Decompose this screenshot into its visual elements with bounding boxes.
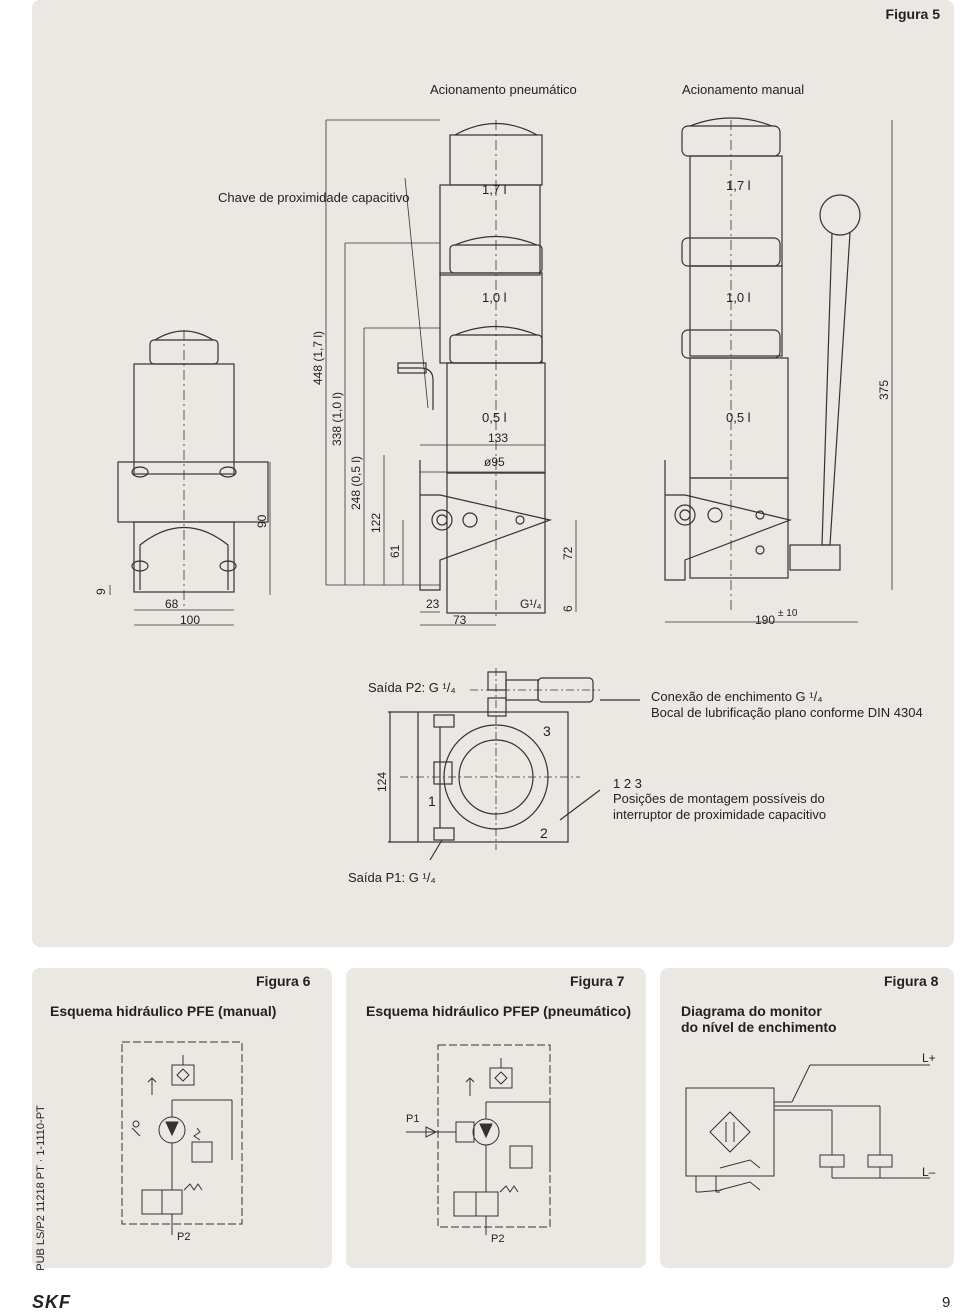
positions-text-1: Posições de montagem possíveis do	[613, 791, 825, 806]
vol-17-manual: 1,7 l	[726, 178, 751, 193]
figure7-p1: P1	[406, 1113, 420, 1125]
outlet-p2-label: Saída P2: G ¹/₄	[368, 680, 456, 695]
vol-05-manual: 0,5 l	[726, 410, 751, 425]
dim-g14: G¹/₄	[520, 597, 542, 611]
figure8-l-minus: L–	[922, 1165, 936, 1179]
vol-10-pneumatic: 1,0 l	[482, 290, 507, 305]
vol-17-pneumatic: 1,7 l	[482, 182, 507, 197]
figure8-title-1: Diagrama do monitor	[681, 1003, 822, 1019]
vol-05-pneumatic: 0,5 l	[482, 410, 507, 425]
figure6-p2: P2	[177, 1231, 191, 1243]
dim-61: 61	[388, 544, 402, 558]
fill-connection-label: Conexão de enchimento G ¹/₄	[651, 689, 823, 704]
dim-95: ø95	[484, 455, 505, 469]
dim-375: 375	[877, 379, 891, 400]
dim-68: 68	[165, 597, 179, 611]
figure8-label: Figura 8	[884, 973, 939, 989]
skf-logo	[32, 1292, 71, 1313]
dim-124: 124	[375, 771, 389, 792]
figure7-schematic	[346, 1030, 646, 1265]
vol-10-manual: 1,0 l	[726, 290, 751, 305]
proximity-switch-label: Chave de proximidade capacitivo	[218, 190, 410, 205]
dim-23: 23	[426, 597, 440, 611]
positions-text-2: interruptor de proximidade capacitivo	[613, 807, 827, 822]
figure5-label: Figura 5	[885, 6, 940, 22]
figure7-label: Figura 7	[570, 973, 625, 989]
fill-connection-spec: Bocal de lubrificação plano conforme DIN 4304	[651, 705, 923, 720]
outlet-p1-label: Saída P1: G ¹/₄	[348, 870, 436, 885]
left-unit-bracket	[118, 462, 268, 522]
figure7-p2: P2	[491, 1233, 505, 1245]
dim-133: 133	[488, 431, 509, 445]
dim-9: 9	[94, 588, 108, 595]
header-manual: Acionamento manual	[682, 82, 805, 97]
skf-logo-text: SKF	[32, 1292, 71, 1312]
figure8-title-2: do nível de enchimento	[681, 1019, 837, 1035]
dim-190-tolerance: ± 10	[778, 608, 798, 619]
publication-code: PUB LS/P2 11218 PT · 1-1110-PT	[35, 1105, 47, 1271]
figure6-label: Figura 6	[256, 973, 311, 989]
figure8-l-plus: L+	[922, 1051, 936, 1065]
figure6-title: Esquema hidráulico PFE (manual)	[50, 1003, 277, 1019]
dim-6: 6	[561, 605, 575, 612]
figure8-diagram	[660, 1030, 954, 1265]
figure6-schematic	[32, 1030, 332, 1265]
dim-338: 338 (1,0 l)	[330, 391, 344, 446]
dim-90: 90	[255, 514, 269, 528]
position-1: 1	[428, 793, 436, 809]
dim-100: 100	[180, 613, 201, 627]
dim-72: 72	[561, 546, 575, 560]
dim-448: 448 (1,7 l)	[311, 330, 325, 385]
header-pneumatic: Acionamento pneumático	[430, 82, 577, 97]
dim-122: 122	[369, 512, 383, 533]
position-2: 2	[540, 825, 548, 841]
dim-248: 248 (0,5 l)	[349, 455, 363, 510]
figure7-title: Esquema hidráulico PFEP (pneumático)	[366, 1003, 632, 1019]
position-3: 3	[543, 723, 551, 739]
positions-numbers: 1 2 3	[613, 776, 642, 791]
dim-190: 190	[755, 613, 776, 627]
page-number: 9	[942, 1294, 951, 1311]
dim-73: 73	[453, 613, 467, 627]
